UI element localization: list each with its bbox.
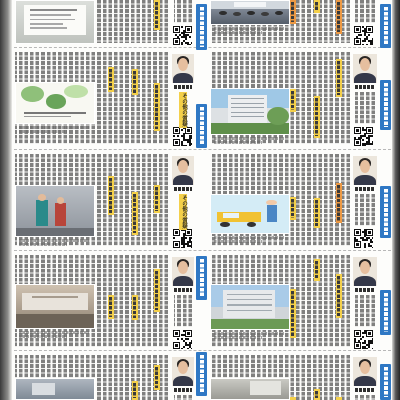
profile-text <box>355 194 375 226</box>
highlighted-question-line <box>108 295 114 319</box>
photo-detail <box>24 116 71 118</box>
photo-misc1 <box>15 378 95 400</box>
photo-detail <box>267 107 289 125</box>
topic-title-bar <box>196 104 207 148</box>
photo-detail <box>247 222 256 227</box>
highlighted-question-line <box>154 185 160 213</box>
photo-caption <box>214 141 262 144</box>
photo-detail <box>228 95 267 124</box>
photo-caption <box>214 336 262 339</box>
qr-code <box>173 330 192 349</box>
highlighted-question-line <box>336 183 342 223</box>
photo-caption <box>214 31 262 34</box>
qr-code <box>173 127 192 146</box>
qr-code-graphic <box>173 26 192 45</box>
profile-text <box>355 0 375 23</box>
portrait-face <box>178 261 188 274</box>
highlighted-question-line <box>314 389 320 400</box>
highlighted-question-line <box>290 0 296 24</box>
photo-poster <box>15 82 95 124</box>
photo-caption <box>19 331 89 334</box>
member-name <box>174 388 192 392</box>
member-portrait <box>172 257 194 286</box>
highlighted-question-line <box>132 381 138 400</box>
highlighted-question-line <box>314 0 320 13</box>
portrait-shoulders <box>173 73 193 83</box>
photo-caption <box>214 332 284 335</box>
member-portrait <box>172 54 194 83</box>
photo-detail <box>16 314 94 328</box>
photo-caption <box>19 126 89 129</box>
photo-caption <box>214 27 284 30</box>
photo-detail <box>21 86 44 102</box>
photo-caption <box>19 335 67 338</box>
topic-title-bar <box>196 256 207 300</box>
qr-code-graphic <box>173 229 192 248</box>
portrait-shoulders <box>354 376 376 386</box>
highlighted-question-line <box>154 0 160 30</box>
photo-detail <box>30 19 75 21</box>
portrait-face <box>360 361 370 374</box>
section-heading-other-questions: その他の質疑 <box>181 93 187 127</box>
photo-hall <box>15 284 95 329</box>
profile-text <box>355 395 375 400</box>
photo-caption <box>19 243 67 246</box>
photo-detail <box>227 304 272 305</box>
portrait-face <box>178 58 188 71</box>
photo-detail <box>30 14 71 16</box>
photo-misc2 <box>210 378 290 400</box>
qr-code-graphic <box>173 127 192 146</box>
highlighted-question-line <box>290 197 296 220</box>
photo-illust <box>210 194 290 234</box>
highlighted-question-line <box>132 69 138 95</box>
portrait-face <box>178 361 188 374</box>
photo-detail <box>211 319 289 329</box>
member-portrait <box>172 156 194 185</box>
member-portrait <box>353 54 377 83</box>
photo-detail <box>46 94 66 108</box>
photo-tower <box>210 284 290 330</box>
photo-detail <box>30 23 63 25</box>
portrait-face <box>360 261 370 274</box>
portrait-shoulders <box>354 276 376 286</box>
member-name <box>355 85 375 89</box>
photo-detail <box>32 296 79 298</box>
photo-detail <box>220 222 229 227</box>
topic-title-bar <box>196 352 207 396</box>
photo-detail <box>55 203 66 226</box>
photo-caption <box>214 236 284 239</box>
highlighted-question-line <box>290 289 296 338</box>
photo-detail <box>227 299 272 300</box>
portrait-face <box>360 58 370 71</box>
photo-detail <box>223 213 239 218</box>
photo-detail <box>64 85 87 98</box>
qr-code-graphic <box>354 229 373 248</box>
photo-detail <box>219 11 227 15</box>
photo-caption <box>214 137 284 140</box>
photo-caption <box>214 240 262 243</box>
photo-building <box>210 88 290 135</box>
photo-detail <box>266 200 276 205</box>
highlighted-question-line <box>290 89 296 112</box>
portrait-face <box>360 160 370 173</box>
row-separator <box>14 350 391 351</box>
highlighted-question-line <box>108 176 114 215</box>
photo-detail <box>250 381 281 395</box>
profile-text <box>174 0 192 23</box>
profile-text <box>355 295 375 327</box>
qr-code <box>173 26 192 45</box>
photo-detail <box>227 294 272 295</box>
topic-title-bar <box>196 4 207 50</box>
portrait-shoulders <box>173 276 193 286</box>
photo-detail <box>261 12 269 16</box>
photo-detail <box>38 194 46 201</box>
photo-detail <box>275 11 283 15</box>
member-name <box>355 187 375 191</box>
photo-detail <box>16 228 94 236</box>
member-portrait <box>353 357 377 386</box>
highlighted-question-line <box>154 269 160 312</box>
member-name <box>355 288 375 292</box>
profile-text <box>355 92 375 124</box>
photo-detail <box>231 116 264 117</box>
qr-code <box>354 229 373 248</box>
photo-detail <box>231 103 264 104</box>
highlighted-question-line <box>336 274 342 318</box>
row-separator <box>14 149 391 150</box>
section-heading-other-questions: その他の質疑 <box>181 195 187 229</box>
highlighted-question-line <box>314 259 320 281</box>
highlighted-question-line <box>154 365 160 390</box>
portrait-shoulders <box>354 175 376 185</box>
topic-title-bar <box>380 4 391 48</box>
member-name <box>174 85 192 89</box>
photo-detail <box>247 11 255 15</box>
photo-detail <box>231 107 264 108</box>
photo-audience <box>210 0 290 25</box>
photo-detail <box>231 112 264 113</box>
highlighted-question-line <box>314 96 320 138</box>
photo-detail <box>32 383 55 395</box>
member-name <box>174 187 192 191</box>
profile-text <box>174 395 192 400</box>
member-portrait <box>353 156 377 185</box>
member-portrait <box>172 357 194 386</box>
topic-title-bar <box>380 80 391 130</box>
qr-code-graphic <box>354 26 373 45</box>
highlighted-question-line <box>336 59 342 97</box>
portrait-shoulders <box>173 175 193 185</box>
qr-code-graphic <box>173 330 192 349</box>
photo-detail <box>36 200 48 226</box>
photo-caption <box>19 239 89 242</box>
photo-caption <box>19 130 67 133</box>
highlighted-question-line <box>132 192 138 235</box>
photo-detail <box>57 197 65 204</box>
row-separator <box>14 250 391 251</box>
portrait-shoulders <box>354 73 376 83</box>
highlighted-question-line <box>314 198 320 228</box>
portrait-face <box>178 160 188 173</box>
photo-detail <box>231 98 264 99</box>
photo-detail <box>24 112 86 114</box>
member-name <box>174 288 192 292</box>
photo-detail <box>267 205 276 222</box>
topic-title-bar <box>380 364 391 400</box>
photo-detail <box>30 27 67 29</box>
highlighted-question-line <box>336 0 342 34</box>
highlighted-question-line <box>108 67 114 92</box>
photo-detail <box>233 12 241 16</box>
qr-code-graphic <box>354 127 373 146</box>
photo-detail <box>234 2 265 7</box>
topic-title-bar <box>380 290 391 335</box>
portrait-shoulders <box>173 376 193 386</box>
member-name <box>355 388 375 392</box>
qr-code <box>354 127 373 146</box>
highlighted-question-line <box>132 295 138 320</box>
qr-code-graphic <box>354 330 373 349</box>
topic-title-bar <box>380 186 391 238</box>
highlighted-question-line <box>154 83 160 131</box>
photo-detail <box>227 310 272 311</box>
photo-room <box>15 185 95 237</box>
profile-text <box>174 295 192 327</box>
qr-code <box>173 229 192 248</box>
member-portrait <box>353 257 377 286</box>
photo-detail <box>30 9 77 11</box>
photo-notice <box>15 0 95 44</box>
page-edge-shadow-right <box>392 0 400 400</box>
qr-code <box>354 26 373 45</box>
qr-code <box>354 330 373 349</box>
